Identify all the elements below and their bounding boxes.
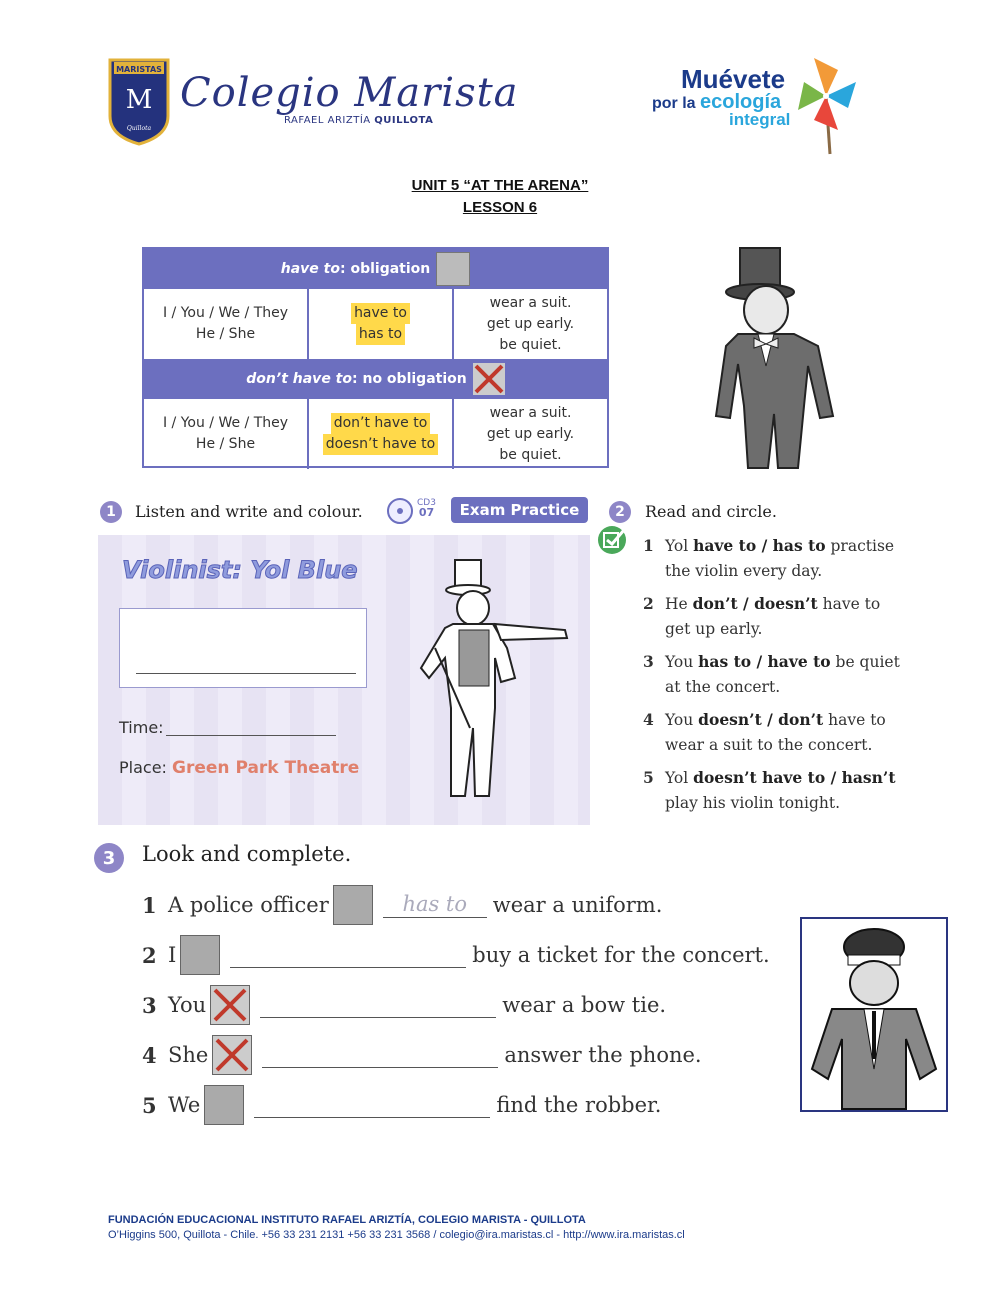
eco-logo-line1: Muévete xyxy=(681,64,786,94)
person-thumbnail-icon xyxy=(436,252,470,286)
face-check-icon xyxy=(333,885,373,925)
choice-option[interactable]: don’t / doesn’t xyxy=(692,594,818,613)
list-item: 2 He don’t / doesn’t have to get up early. xyxy=(643,594,881,638)
choice-option[interactable]: have to / has to xyxy=(693,536,826,555)
checkbox-icon xyxy=(597,525,631,559)
school-crest-logo xyxy=(108,56,170,146)
violinist-illustration xyxy=(415,558,575,807)
list-item: 3 You has to / have to be quiet at the concert. xyxy=(643,652,900,696)
list-item: 4 You doesn’t / don’t have to wear a suit to the concert. xyxy=(643,710,886,754)
no-obligation-band: don’t have to: no obligation xyxy=(144,359,607,399)
face-check-icon xyxy=(180,935,220,975)
choice-option[interactable]: doesn’t have to / hasn’t xyxy=(693,768,896,787)
exercise-2-number: 2 xyxy=(609,501,631,523)
school-subtitle: RAFAEL ARIZTÍA QUILLOTA xyxy=(284,115,434,126)
answer-blank[interactable]: has to xyxy=(383,893,487,918)
crest-label: MARISTAS xyxy=(116,65,162,74)
violinist-card-title: Violinist: Yol Blue xyxy=(122,556,358,584)
pinwheel-icon xyxy=(796,56,858,156)
cross-icon xyxy=(210,985,250,1025)
eco-logo-line3: integral xyxy=(729,110,791,129)
exercise-3-title: Look and complete. xyxy=(142,842,352,866)
face-check-icon xyxy=(204,1085,244,1125)
answer-blank[interactable] xyxy=(262,1043,498,1068)
top-hat-man-illustration xyxy=(708,246,843,475)
list-item: 5 We find the robber. xyxy=(142,1085,661,1125)
cd-track-label: CD3 07 xyxy=(417,498,436,519)
exam-practice-badge: Exam Practice xyxy=(451,497,588,523)
school-name: Colegio Marista xyxy=(180,70,519,116)
list-item: 5 Yol doesn’t have to / hasn’t play his violin tonight. xyxy=(643,768,896,812)
list-item: 1 Yol have to / has to practise the violin every day. xyxy=(643,536,895,580)
footer-contact: O’Higgins 500, Quillota - Chile. +56 33 231 2131 +56 33 231 3568 / colegio@ira.maristas.cl - http://www.ira.maristas.cl xyxy=(108,1229,685,1241)
cross-icon xyxy=(212,1035,252,1075)
time-answer-line[interactable] xyxy=(166,735,336,736)
read-and-circle-list xyxy=(643,533,943,816)
obligation-band: have to: obligation xyxy=(144,249,607,289)
grammar-table xyxy=(142,247,609,468)
name-answer-line[interactable] xyxy=(136,673,356,674)
unit-title: UNIT 5 “AT THE ARENA” xyxy=(411,177,589,194)
eco-logo-line2: por la ecología xyxy=(652,91,782,113)
choice-option[interactable]: doesn’t / don’t xyxy=(698,710,824,729)
list-item: 1 A police officer has to wear a uniform. xyxy=(142,885,662,925)
list-item: 4 She answer the phone. xyxy=(142,1035,702,1075)
crest-sublabel: Quillota xyxy=(126,125,152,132)
no-obligation-row: I / You / We / They He / She don’t have to doesn’t have to wear a suit. get up early. be quiet. xyxy=(144,399,607,469)
answer-blank[interactable] xyxy=(260,993,496,1018)
exercise-3-number: 3 xyxy=(94,843,124,873)
answer-blank[interactable] xyxy=(230,943,466,968)
answer-blank[interactable] xyxy=(254,1093,490,1118)
name-answer-box[interactable] xyxy=(119,608,367,688)
svg-text:M: M xyxy=(125,85,153,115)
place-value: Green Park Theatre xyxy=(172,758,360,778)
time-label: Time: xyxy=(119,718,164,737)
exercise-2-title: Read and circle. xyxy=(645,502,777,521)
exercise-1-number: 1 xyxy=(100,501,122,523)
choice-option[interactable]: has to / have to xyxy=(698,652,831,671)
exercise-1-title: Listen and write and colour. xyxy=(135,502,363,521)
list-item: 3 You wear a bow tie. xyxy=(142,985,666,1025)
list-item: 2 I buy a ticket for the concert. xyxy=(142,935,770,975)
cross-icon xyxy=(473,363,505,395)
lesson-title: LESSON 6 xyxy=(462,199,538,216)
footer-foundation: FUNDACIÓN EDUCACIONAL INSTITUTO RAFAEL ARIZTÍA, COLEGIO MARISTA - QUILLOTA xyxy=(108,1214,586,1226)
obligation-row: I / You / We / They He / She have to has to wear a suit. get up early. be quiet. xyxy=(144,289,607,359)
place-row: Place: Green Park Theatre xyxy=(119,758,360,778)
cd-icon xyxy=(386,497,414,529)
police-officer-illustration xyxy=(800,917,948,1112)
